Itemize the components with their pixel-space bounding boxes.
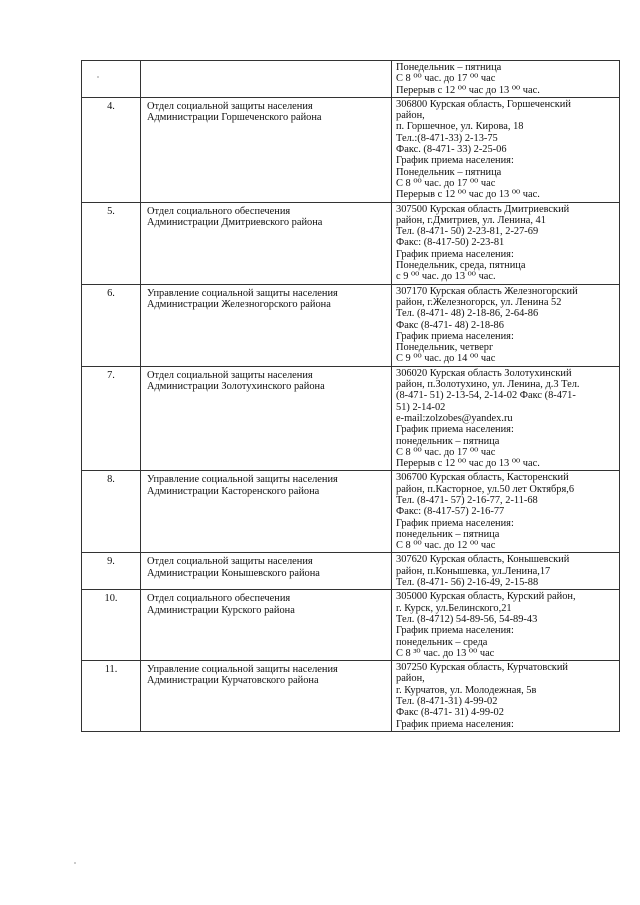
address-line: 306800 Курская область, Горшеченский bbox=[396, 98, 571, 110]
address-line: район, п.Касторное, ул.50 лет Октября,6 bbox=[396, 483, 575, 495]
office-name bbox=[141, 202, 392, 284]
address-line: (8-471- 51) 2-13-54, 2-14-02 Факс (8-471- bbox=[396, 390, 576, 402]
address-line: 51) 2-14-02 bbox=[396, 401, 446, 413]
row-number: 11. bbox=[82, 661, 141, 732]
address-line: Тел. (8-471- 56) 2-16-49, 2-15-88 bbox=[396, 577, 539, 589]
office-name bbox=[141, 661, 392, 732]
address-line: район, г.Железногорск, ул. Ленина 52 bbox=[396, 296, 562, 308]
address-line: Факс (8-471- 48) 2-18-86 bbox=[396, 319, 504, 331]
table-row bbox=[82, 202, 620, 284]
table-row bbox=[82, 661, 620, 732]
address-line: Тел.:(8-471-33) 2-13-75 bbox=[396, 132, 498, 144]
table-row bbox=[82, 284, 620, 366]
address-line: График приема населения: bbox=[396, 517, 514, 529]
row-number: 10. bbox=[82, 590, 141, 661]
address-line: e-mail:zolzobes@yandex.ru bbox=[396, 412, 513, 424]
office-name bbox=[141, 366, 392, 471]
office-address-schedule bbox=[392, 202, 620, 284]
address-line: График приема населения: bbox=[396, 330, 514, 342]
address-line: 307620 Курская область, Конышевский bbox=[396, 554, 570, 566]
office-name bbox=[141, 590, 392, 661]
office-name-line bbox=[147, 64, 387, 75]
row-number: 7. bbox=[82, 366, 141, 471]
address-line: г. Курск, ул.Белинского,21 bbox=[396, 602, 512, 614]
office-name bbox=[141, 97, 392, 202]
address-line: г. Курчатов, ул. Молодежная, 5в bbox=[396, 684, 537, 696]
address-line: район, п.Золотухино, ул. Ленина, д.3 Тел. bbox=[396, 379, 580, 391]
office-name-line: Администрации Конышевского района bbox=[147, 567, 320, 579]
address-line: Факс (8-471- 31) 4-99-02 bbox=[396, 707, 504, 719]
office-name bbox=[141, 553, 392, 590]
row-number: 9. bbox=[82, 553, 141, 590]
office-address-schedule bbox=[392, 284, 620, 366]
table-row bbox=[82, 61, 620, 98]
address-line: 307170 Курская область Железногорский bbox=[396, 285, 578, 297]
address-line: С 8 ⁰⁰ час. до 17 ⁰⁰ час bbox=[396, 73, 496, 85]
office-name-line: Отдел социальной защиты населения bbox=[147, 556, 313, 568]
table-row bbox=[82, 97, 620, 202]
address-line: 306700 Курская область, Касторенский bbox=[396, 472, 569, 484]
address-line: С 8 ⁰⁰ час. до 12 ⁰⁰ час bbox=[396, 540, 496, 552]
address-line: Понедельник – пятница bbox=[396, 62, 502, 73]
office-address-schedule bbox=[392, 553, 620, 590]
office-name-line: Администрации Дмитриевского района bbox=[147, 216, 323, 228]
address-line: Тел. (8-471-31) 4-99-02 bbox=[396, 696, 498, 708]
scan-speck bbox=[74, 862, 76, 864]
office-name-line: Отдел социального обеспечения bbox=[147, 205, 291, 217]
address-line: С 8 ⁰⁰ час. до 17 ⁰⁰ час bbox=[396, 177, 496, 189]
office-address-schedule bbox=[392, 97, 620, 202]
office-name bbox=[141, 284, 392, 366]
address-line: График приема населения: bbox=[396, 248, 514, 260]
table-row bbox=[82, 366, 620, 471]
office-name-line: Администрации Золотухинского района bbox=[147, 381, 325, 393]
office-address-schedule bbox=[392, 366, 620, 471]
address-line: Тел. (8-471- 48) 2-18-86, 2-64-86 bbox=[396, 308, 539, 320]
address-line: район, bbox=[396, 673, 425, 685]
address-line: 307250 Курская область, Курчатовский bbox=[396, 662, 568, 674]
address-line: понедельник – пятница bbox=[396, 528, 500, 540]
row-number: 5. bbox=[82, 202, 141, 284]
address-line: район, bbox=[396, 110, 425, 122]
row-number: 6. bbox=[82, 284, 141, 366]
office-name-line: Управление социальной защиты населения bbox=[147, 664, 338, 676]
office-name-line: Отдел социальной защиты населения bbox=[147, 369, 313, 381]
address-line: Понедельник, четверг bbox=[396, 342, 494, 354]
address-line: График приема населения: bbox=[396, 625, 514, 637]
office-name-line: Управление социальной защиты населения bbox=[147, 474, 338, 486]
social-protection-offices-table bbox=[81, 60, 620, 732]
office-name-line: Администрации Курского района bbox=[147, 604, 295, 616]
office-name-line: Управление социальной защиты населения bbox=[147, 287, 338, 299]
row-number bbox=[82, 61, 141, 98]
address-line: Понедельник – пятница bbox=[396, 166, 502, 178]
address-line: п. Горшечное, ул. Кирова, 18 bbox=[396, 121, 524, 133]
office-name-line: Администрации Курчатовского района bbox=[147, 675, 319, 687]
table-row bbox=[82, 553, 620, 590]
office-name-line: Отдел социального обеспечения bbox=[147, 593, 291, 605]
office-name-line: Администрации Горшеченского района bbox=[147, 112, 322, 124]
office-address-schedule bbox=[392, 61, 620, 98]
address-line: с 9 ⁰⁰ час. до 13 ⁰⁰ час. bbox=[396, 271, 496, 283]
address-line: понедельник – среда bbox=[396, 636, 488, 648]
address-line: Тел. (8-471- 57) 2-16-77, 2-11-68 bbox=[396, 494, 538, 506]
address-line: График приема населения: bbox=[396, 718, 514, 730]
address-line: 306020 Курская область Золотухинский bbox=[396, 367, 572, 379]
office-name bbox=[141, 471, 392, 553]
row-number: 4. bbox=[82, 97, 141, 202]
office-name-line: Администрации Железногорского района bbox=[147, 298, 331, 310]
address-line: Тел. (8-471- 50) 2-23-81, 2-27-69 bbox=[396, 226, 539, 238]
address-line: Факс: (8-417-50) 2-23-81 bbox=[396, 237, 505, 249]
office-address-schedule bbox=[392, 590, 620, 661]
row-number: 8. bbox=[82, 471, 141, 553]
office-name-line: Отдел социальной защиты населения bbox=[147, 100, 313, 112]
address-line: Перерыв с 12 ⁰⁰ час до 13 ⁰⁰ час. bbox=[396, 84, 540, 96]
address-line: Понедельник, среда, пятница bbox=[396, 260, 526, 272]
address-line: Факс: (8-417-57) 2-16-77 bbox=[396, 506, 505, 518]
address-line: Перерыв с 12 ⁰⁰ час до 13 ⁰⁰ час. bbox=[396, 189, 540, 201]
office-name-line: Администрации Касторенского района bbox=[147, 485, 320, 497]
table-row bbox=[82, 590, 620, 661]
address-line: Тел. (8-4712) 54-89-56, 54-89-43 bbox=[396, 613, 538, 625]
address-line: Перерыв с 12 ⁰⁰ час до 13 ⁰⁰ час. bbox=[396, 458, 540, 470]
address-line: График приема населения: bbox=[396, 424, 514, 436]
address-line: район, п.Конышевка, ул.Ленина,17 bbox=[396, 565, 551, 577]
address-line: понедельник – пятница bbox=[396, 435, 500, 447]
address-line: График приема населения: bbox=[396, 155, 514, 167]
office-address-schedule bbox=[392, 661, 620, 732]
address-line: С 9 ⁰⁰ час. до 14 ⁰⁰ час bbox=[396, 353, 496, 365]
office-name-line bbox=[147, 75, 387, 86]
table-row bbox=[82, 471, 620, 553]
address-line: С 8 ³⁰ час. до 13 ⁰⁰ час bbox=[396, 647, 495, 659]
address-line: С 8 ⁰⁰ час. до 17 ⁰⁰ час bbox=[396, 446, 496, 458]
address-line: 307500 Курская область Дмитриевский bbox=[396, 203, 570, 215]
address-line: район, г.Дмитриев, ул. Ленина, 41 bbox=[396, 214, 546, 226]
address-line: Факс. (8-471- 33) 2-25-06 bbox=[396, 144, 507, 156]
office-name bbox=[141, 61, 392, 98]
address-line: 305000 Курская область, Курский район, bbox=[396, 591, 576, 603]
office-address-schedule bbox=[392, 471, 620, 553]
